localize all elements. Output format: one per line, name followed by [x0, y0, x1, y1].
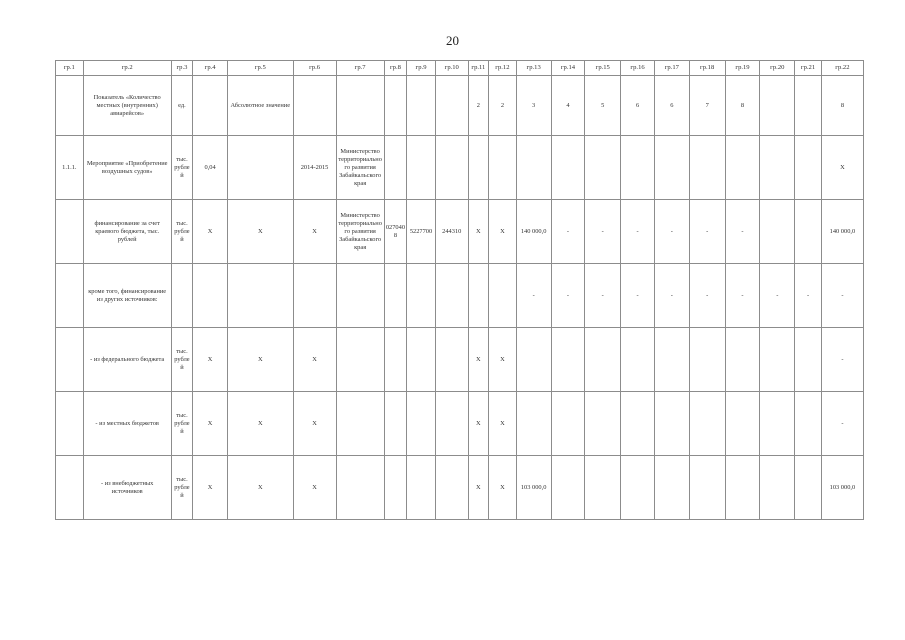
- column-header: гр.20: [760, 61, 795, 76]
- table-cell: -: [821, 264, 863, 328]
- table-row: [56, 328, 864, 392]
- table-cell: [407, 392, 436, 456]
- table-cell: [516, 392, 551, 456]
- table-cell: [407, 136, 436, 200]
- table-cell: [293, 264, 336, 328]
- table-cell: Х: [468, 328, 488, 392]
- table-cell: [56, 328, 84, 392]
- table-cell: [468, 264, 488, 328]
- table-cell: [435, 264, 468, 328]
- table-cell: 3: [516, 76, 551, 136]
- table-row: [56, 136, 864, 200]
- table-cell: Х: [293, 328, 336, 392]
- table-cell: [621, 136, 655, 200]
- table-cell: -: [585, 200, 621, 264]
- table-cell: [435, 328, 468, 392]
- table-cell: -: [821, 392, 863, 456]
- table-cell: -: [516, 264, 551, 328]
- table-cell: [621, 456, 655, 520]
- table-cell: Министерство территориального развития Забайкальского края: [336, 136, 384, 200]
- column-header: гр.18: [689, 61, 725, 76]
- table-cell: [56, 264, 84, 328]
- table-cell: Х: [821, 136, 863, 200]
- table-cell: -: [551, 264, 585, 328]
- table-cell: -: [585, 264, 621, 328]
- table-cell: [760, 200, 795, 264]
- table-cell: Министерство территориального развития Забайкальского края: [336, 200, 384, 264]
- budget-table: [55, 60, 864, 520]
- table-cell: [760, 392, 795, 456]
- table-cell: Х: [293, 200, 336, 264]
- table-cell: Х: [489, 328, 517, 392]
- table-cell: [293, 76, 336, 136]
- table-cell: [585, 456, 621, 520]
- column-header: гр.13: [516, 61, 551, 76]
- table-cell: Х: [193, 456, 228, 520]
- column-header: гр.1: [56, 61, 84, 76]
- column-header: гр.4: [193, 61, 228, 76]
- table-cell: [760, 76, 795, 136]
- table-cell: [336, 264, 384, 328]
- table-cell: Х: [489, 456, 517, 520]
- table-cell: 6: [654, 76, 689, 136]
- table-cell: [621, 328, 655, 392]
- table-cell: тыс. рублей: [171, 136, 193, 200]
- column-header: гр.9: [407, 61, 436, 76]
- table-cell: Мероприятие «Приобретение воздушных судов»: [83, 136, 171, 200]
- table-cell: [725, 136, 760, 200]
- column-header: гр.7: [336, 61, 384, 76]
- table-cell: 1.1.1.: [56, 136, 84, 200]
- column-header: гр.11: [468, 61, 488, 76]
- table-cell: 2014-2015: [293, 136, 336, 200]
- column-header: гр.15: [585, 61, 621, 76]
- table-cell: -: [689, 200, 725, 264]
- table-cell: Х: [228, 200, 294, 264]
- table-cell: тыс. рублей: [171, 456, 193, 520]
- table-cell: [171, 264, 193, 328]
- table-cell: [689, 456, 725, 520]
- table-cell: [725, 392, 760, 456]
- column-header: гр.17: [654, 61, 689, 76]
- table-cell: -: [654, 264, 689, 328]
- table-cell: -: [725, 200, 760, 264]
- table-cell: 244310: [435, 200, 468, 264]
- table-cell: - из местных бюджетов: [83, 392, 171, 456]
- table-row: [56, 392, 864, 456]
- table-cell: Х: [489, 200, 517, 264]
- table-cell: Х: [293, 392, 336, 456]
- table-cell: [468, 136, 488, 200]
- table-cell: [407, 328, 436, 392]
- table-cell: [654, 456, 689, 520]
- column-header: гр.21: [795, 61, 822, 76]
- table-cell: [336, 76, 384, 136]
- header-row: [56, 61, 864, 76]
- column-header: гр.8: [384, 61, 407, 76]
- table-cell: [489, 264, 517, 328]
- table-cell: Х: [293, 456, 336, 520]
- table-cell: [654, 328, 689, 392]
- table-cell: 2: [489, 76, 517, 136]
- table-cell: [795, 456, 822, 520]
- table-cell: [585, 136, 621, 200]
- table-cell: финансирование за счет краевого бюджета, тыс. рублей: [83, 200, 171, 264]
- table-cell: [725, 456, 760, 520]
- table-cell: [795, 328, 822, 392]
- table-cell: [585, 392, 621, 456]
- table-cell: 0270408: [384, 200, 407, 264]
- table-cell: тыс. рублей: [171, 200, 193, 264]
- table-cell: [516, 136, 551, 200]
- table-cell: [585, 328, 621, 392]
- table-cell: [621, 392, 655, 456]
- table-cell: тыс. рублей: [171, 328, 193, 392]
- table-cell: [384, 456, 407, 520]
- table-cell: - из внебюджетных источников: [83, 456, 171, 520]
- table-cell: 140 000,0: [821, 200, 863, 264]
- table-cell: [795, 136, 822, 200]
- table-cell: -: [621, 200, 655, 264]
- table-cell: 140 000,0: [516, 200, 551, 264]
- table-cell: [228, 136, 294, 200]
- table-cell: 8: [821, 76, 863, 136]
- table-cell: Показатель «Количество местных (внутренних) авиарейсов»: [83, 76, 171, 136]
- table-cell: [725, 328, 760, 392]
- table-cell: [760, 136, 795, 200]
- table-cell: [407, 456, 436, 520]
- table-cell: [654, 136, 689, 200]
- table-cell: [193, 76, 228, 136]
- column-header: гр.5: [228, 61, 294, 76]
- table-cell: Х: [228, 456, 294, 520]
- table-cell: [689, 328, 725, 392]
- column-header: гр.12: [489, 61, 517, 76]
- table-cell: [336, 456, 384, 520]
- column-header: гр.22: [821, 61, 863, 76]
- table-cell: [336, 392, 384, 456]
- table-cell: [407, 76, 436, 136]
- table-cell: [795, 200, 822, 264]
- table-cell: -: [821, 328, 863, 392]
- table-cell: [384, 136, 407, 200]
- table-cell: [384, 328, 407, 392]
- page-number: 20: [446, 33, 459, 48]
- table-cell: Х: [468, 200, 488, 264]
- table-cell: 6: [621, 76, 655, 136]
- column-header: гр.2: [83, 61, 171, 76]
- table-cell: 2: [468, 76, 488, 136]
- table-cell: Абсолютное значение: [228, 76, 294, 136]
- table-cell: [384, 76, 407, 136]
- table-cell: [551, 392, 585, 456]
- table-cell: Х: [193, 392, 228, 456]
- table-cell: -: [689, 264, 725, 328]
- table-cell: [551, 456, 585, 520]
- table-cell: -: [621, 264, 655, 328]
- table-cell: [435, 392, 468, 456]
- column-header: гр.3: [171, 61, 193, 76]
- table-cell: [193, 264, 228, 328]
- table-cell: [489, 136, 517, 200]
- table-cell: Х: [193, 200, 228, 264]
- table-cell: кроме того, финансирование из других источников:: [83, 264, 171, 328]
- table-cell: [654, 392, 689, 456]
- table-cell: Х: [489, 392, 517, 456]
- table-cell: [689, 136, 725, 200]
- table-cell: 5227700: [407, 200, 436, 264]
- table-cell: [516, 328, 551, 392]
- table-cell: [56, 76, 84, 136]
- table-cell: [435, 456, 468, 520]
- table-cell: [551, 328, 585, 392]
- table-cell: [228, 264, 294, 328]
- table-cell: 103 000,0: [516, 456, 551, 520]
- column-header: гр.14: [551, 61, 585, 76]
- table-cell: [435, 76, 468, 136]
- table-cell: 5: [585, 76, 621, 136]
- table-cell: Х: [228, 392, 294, 456]
- table-cell: -: [654, 200, 689, 264]
- column-header: гр.16: [621, 61, 655, 76]
- table-cell: Х: [468, 392, 488, 456]
- table-cell: ед.: [171, 76, 193, 136]
- table-cell: Х: [228, 328, 294, 392]
- table-cell: -: [795, 264, 822, 328]
- table-cell: -: [760, 264, 795, 328]
- table-cell: 8: [725, 76, 760, 136]
- table-cell: - из федерального бюджета: [83, 328, 171, 392]
- table-cell: [384, 392, 407, 456]
- table-cell: [336, 328, 384, 392]
- table-cell: [384, 264, 407, 328]
- column-header: гр.10: [435, 61, 468, 76]
- table-cell: Х: [468, 456, 488, 520]
- table-row: [56, 76, 864, 136]
- table-cell: [795, 392, 822, 456]
- table-cell: -: [551, 200, 585, 264]
- table-row: [56, 264, 864, 328]
- table-cell: [56, 456, 84, 520]
- table-cell: 7: [689, 76, 725, 136]
- table-cell: тыс. рублей: [171, 392, 193, 456]
- table-cell: 103 000,0: [821, 456, 863, 520]
- table-cell: 4: [551, 76, 585, 136]
- table-cell: [760, 456, 795, 520]
- table-cell: [689, 392, 725, 456]
- table-cell: [56, 200, 84, 264]
- table-cell: -: [725, 264, 760, 328]
- table-cell: 0,04: [193, 136, 228, 200]
- table-cell: [760, 328, 795, 392]
- table-cell: [435, 136, 468, 200]
- column-header: гр.19: [725, 61, 760, 76]
- table-cell: Х: [193, 328, 228, 392]
- table-cell: [795, 76, 822, 136]
- column-header: гр.6: [293, 61, 336, 76]
- table-cell: [551, 136, 585, 200]
- table-cell: [407, 264, 436, 328]
- table-row: [56, 200, 864, 264]
- table-cell: [56, 392, 84, 456]
- table-row: [56, 456, 864, 520]
